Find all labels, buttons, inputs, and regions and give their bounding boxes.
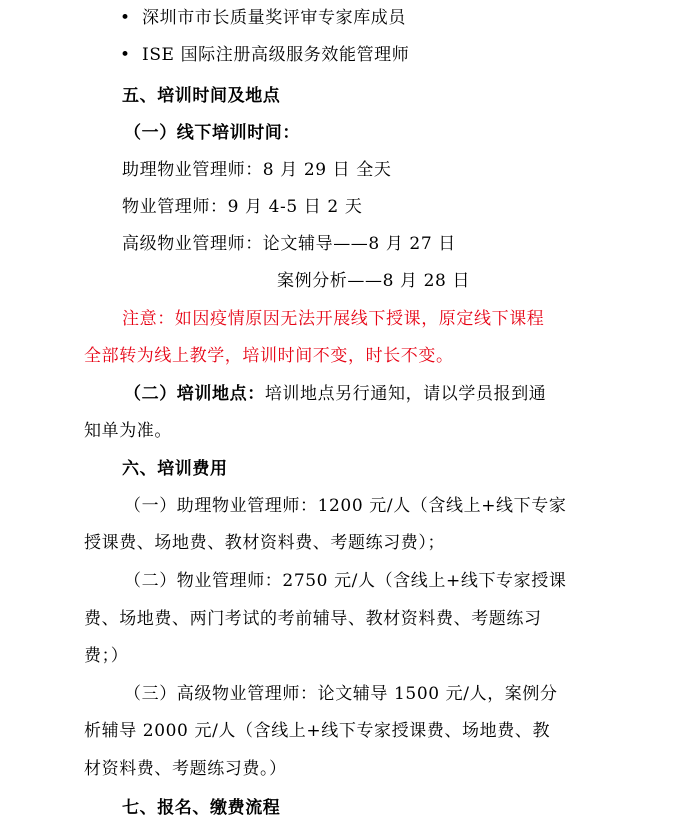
- fee-line: 费；）: [84, 646, 129, 666]
- section-heading: 五、培训时间及地点: [122, 86, 281, 106]
- bullet-icon: •: [120, 45, 131, 65]
- location-line: （二）培训地点：培训地点另行通知，请以学员报到通: [124, 384, 547, 404]
- fee-line: 费、场地费、两门考试的考前辅导、教材资料费、考题练习: [84, 609, 542, 629]
- fee-line: 析辅导 2000 元/人（含线上+线下专家授课费、场地费、教: [84, 721, 551, 741]
- location-text: 知单为准。: [84, 421, 172, 441]
- bullet-item: • 深圳市市长质量奖评审专家库成员: [120, 8, 406, 28]
- section-heading: 七、报名、缴费流程: [122, 798, 281, 818]
- schedule-item: 高级物业管理师：论文辅导——8 月 27 日: [122, 234, 456, 254]
- bullet-icon: •: [120, 8, 131, 28]
- location-label: （二）培训地点：: [124, 384, 265, 404]
- fee-line: 授课费、场地费、教材资料费、考题练习费）；: [84, 533, 446, 553]
- fee-line: 材资料费、考题练习费。）: [84, 759, 287, 779]
- subsection-heading: （一）线下培训时间：: [124, 123, 300, 143]
- schedule-item: 案例分析——8 月 28 日: [277, 271, 471, 291]
- notice-text: 全部转为线上教学，培训时间不变，时长不变。: [84, 346, 454, 366]
- schedule-item: 助理物业管理师：8 月 29 日 全天: [122, 160, 392, 180]
- section-heading: 六、培训费用: [122, 459, 228, 479]
- fee-line: （三）高级物业管理师：论文辅导 1500 元/人，案例分: [124, 684, 558, 704]
- schedule-item: 物业管理师：9 月 4-5 日 2 天: [122, 197, 363, 217]
- fee-line: （二）物业管理师：2750 元/人（含线上+线下专家授课: [124, 571, 567, 591]
- bullet-item: • ISE 国际注册高级服务效能管理师: [120, 45, 410, 65]
- fee-line: （一）助理物业管理师：1200 元/人（含线上+线下专家: [124, 496, 567, 516]
- notice-text: 注意：如因疫情原因无法开展线下授课，原定线下课程: [122, 309, 545, 329]
